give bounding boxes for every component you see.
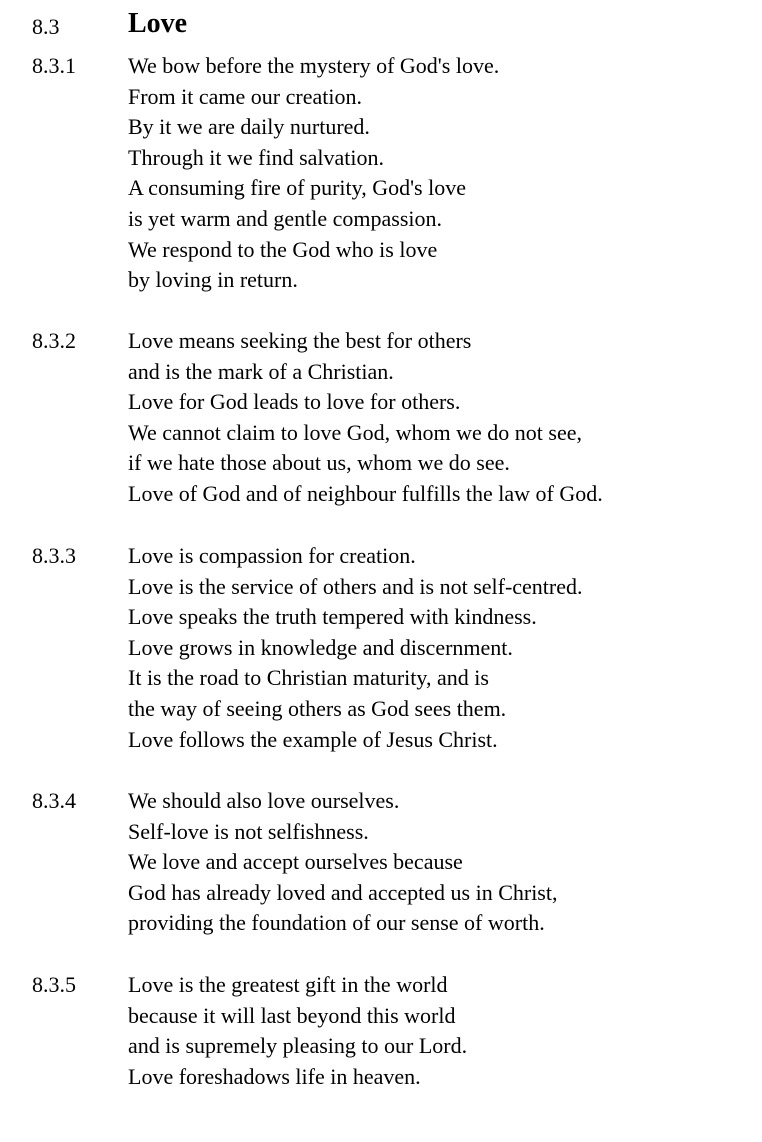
text-line: We should also love ourselves. — [128, 788, 400, 813]
paragraph-number: 8.3.1 — [32, 53, 76, 78]
text-line: and is the mark of a Christian. — [128, 358, 394, 384]
section-heading — [32, 6, 732, 46]
text-line: From it came our creation. — [128, 83, 362, 109]
text-line: Love is compassion for creation. — [128, 543, 416, 568]
text-line: if we hate those about us, whom we do see. — [128, 450, 510, 476]
text-line: Love is the greatest gift in the world — [128, 972, 448, 997]
text-line: because it will last beyond this world — [128, 1002, 456, 1028]
text-line: We respond to the God who is love — [128, 236, 438, 262]
text-line: Self-love is not selfishness. — [128, 818, 369, 844]
text-line: and is supremely pleasing to our Lord. — [128, 1033, 468, 1059]
text-line: God has already loved and accepted us in Christ, — [128, 879, 558, 905]
paragraph-number: 8.3.3 — [32, 543, 76, 568]
text-line: Through it we find salvation. — [128, 144, 385, 170]
text-line: Love foreshadows life in heaven. — [128, 1063, 421, 1089]
text-line: Love of God and of neighbour fulfills the law of God. — [128, 480, 603, 506]
text-line: A consuming fire of purity, God's love — [128, 175, 466, 201]
paragraph-text — [128, 970, 748, 1092]
text-line: Love is the service of others and is not self-centred. — [128, 573, 583, 599]
section-number: 8.3 — [32, 14, 60, 39]
text-line: Love follows the example of Jesus Christ. — [128, 726, 498, 752]
text-line: Love for God leads to love for others. — [128, 389, 461, 415]
section-title: Love — [128, 8, 188, 39]
text-line: We bow before the mystery of God's love. — [128, 53, 500, 78]
text-line: Love grows in knowledge and discernment. — [128, 634, 513, 660]
text-line: the way of seeing others as God sees them. — [128, 695, 507, 721]
paragraph-number: 8.3.2 — [32, 328, 76, 353]
text-line: Love speaks the truth tempered with kindness. — [128, 604, 537, 630]
text-line: We love and accept ourselves because — [128, 849, 463, 875]
paragraph-text — [128, 786, 748, 939]
paragraph-text — [128, 51, 748, 296]
paragraph-number: 8.3.4 — [32, 788, 76, 813]
text-line: We cannot claim to love God, whom we do not see, — [128, 419, 583, 445]
text-line: providing the foundation of our sense of worth. — [128, 910, 545, 936]
text-line: Love means seeking the best for others — [128, 328, 472, 353]
paragraph-text — [128, 326, 748, 510]
text-line: by loving in return. — [128, 267, 298, 293]
paragraph-text — [128, 541, 748, 755]
text-line: It is the road to Christian maturity, and is — [128, 665, 489, 691]
text-line: is yet warm and gentle compassion. — [128, 205, 443, 231]
paragraph-number: 8.3.5 — [32, 972, 76, 997]
text-line: By it we are daily nurtured. — [128, 114, 370, 140]
